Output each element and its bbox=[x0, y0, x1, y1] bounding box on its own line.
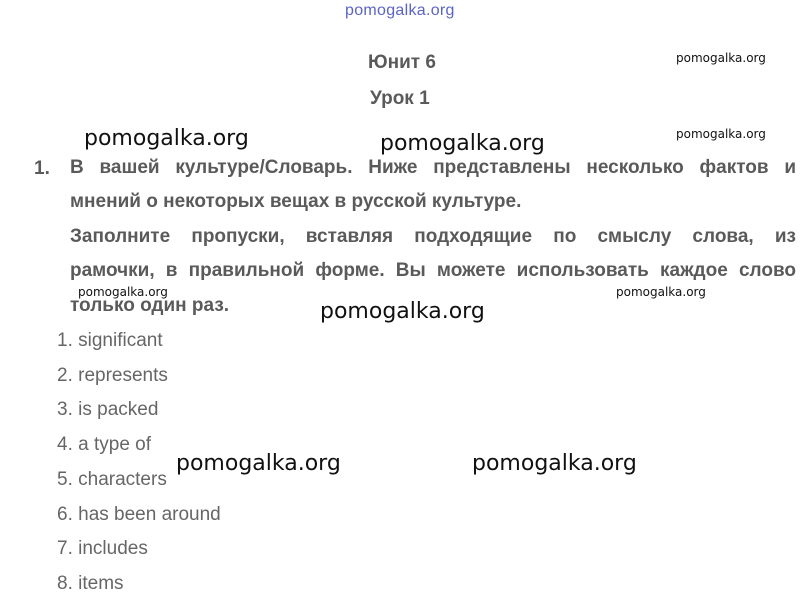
instruction-line: Заполните пропуски, вставляя подходящие по смыслу слова, из bbox=[70, 226, 796, 247]
watermark: pomogalka.org bbox=[84, 126, 249, 151]
watermark: pomogalka.org bbox=[472, 451, 637, 476]
instruction-line: мнений о некоторых вещах в русской культуре. bbox=[70, 191, 522, 212]
watermark: pomogalka.org bbox=[320, 299, 485, 324]
answer-item: 8. items bbox=[57, 573, 124, 594]
watermark: pomogalka.org bbox=[676, 51, 766, 65]
watermark: pomogalka.org bbox=[380, 131, 545, 156]
watermark: pomogalka.org bbox=[616, 285, 706, 299]
unit-title: Юнит 6 bbox=[368, 52, 436, 73]
lesson-title: Урок 1 bbox=[370, 88, 430, 109]
instruction-line: В вашей культуре/Словарь. Ниже представлены несколько фактов и bbox=[70, 157, 796, 178]
answer-item: 1. significant bbox=[57, 330, 163, 351]
answer-item: 3. is packed bbox=[57, 399, 159, 420]
watermark: pomogalka.org bbox=[676, 127, 766, 141]
answer-item: 4. a type of bbox=[57, 434, 152, 455]
watermark: pomogalka.org bbox=[176, 451, 341, 476]
answer-item: 6. has been around bbox=[57, 504, 221, 525]
answer-item: 5. characters bbox=[57, 469, 167, 490]
instruction-line: только один раз. bbox=[70, 295, 230, 316]
watermark: pomogalka.org bbox=[78, 285, 168, 299]
answer-item: 7. includes bbox=[57, 538, 148, 559]
exercise-number: 1. bbox=[34, 158, 50, 179]
site-link[interactable]: pomogalka.org bbox=[345, 2, 455, 19]
instruction-line: рамочки, в правильной форме. Вы можете использовать каждое слово bbox=[70, 260, 796, 281]
answer-item: 2. represents bbox=[57, 365, 168, 386]
